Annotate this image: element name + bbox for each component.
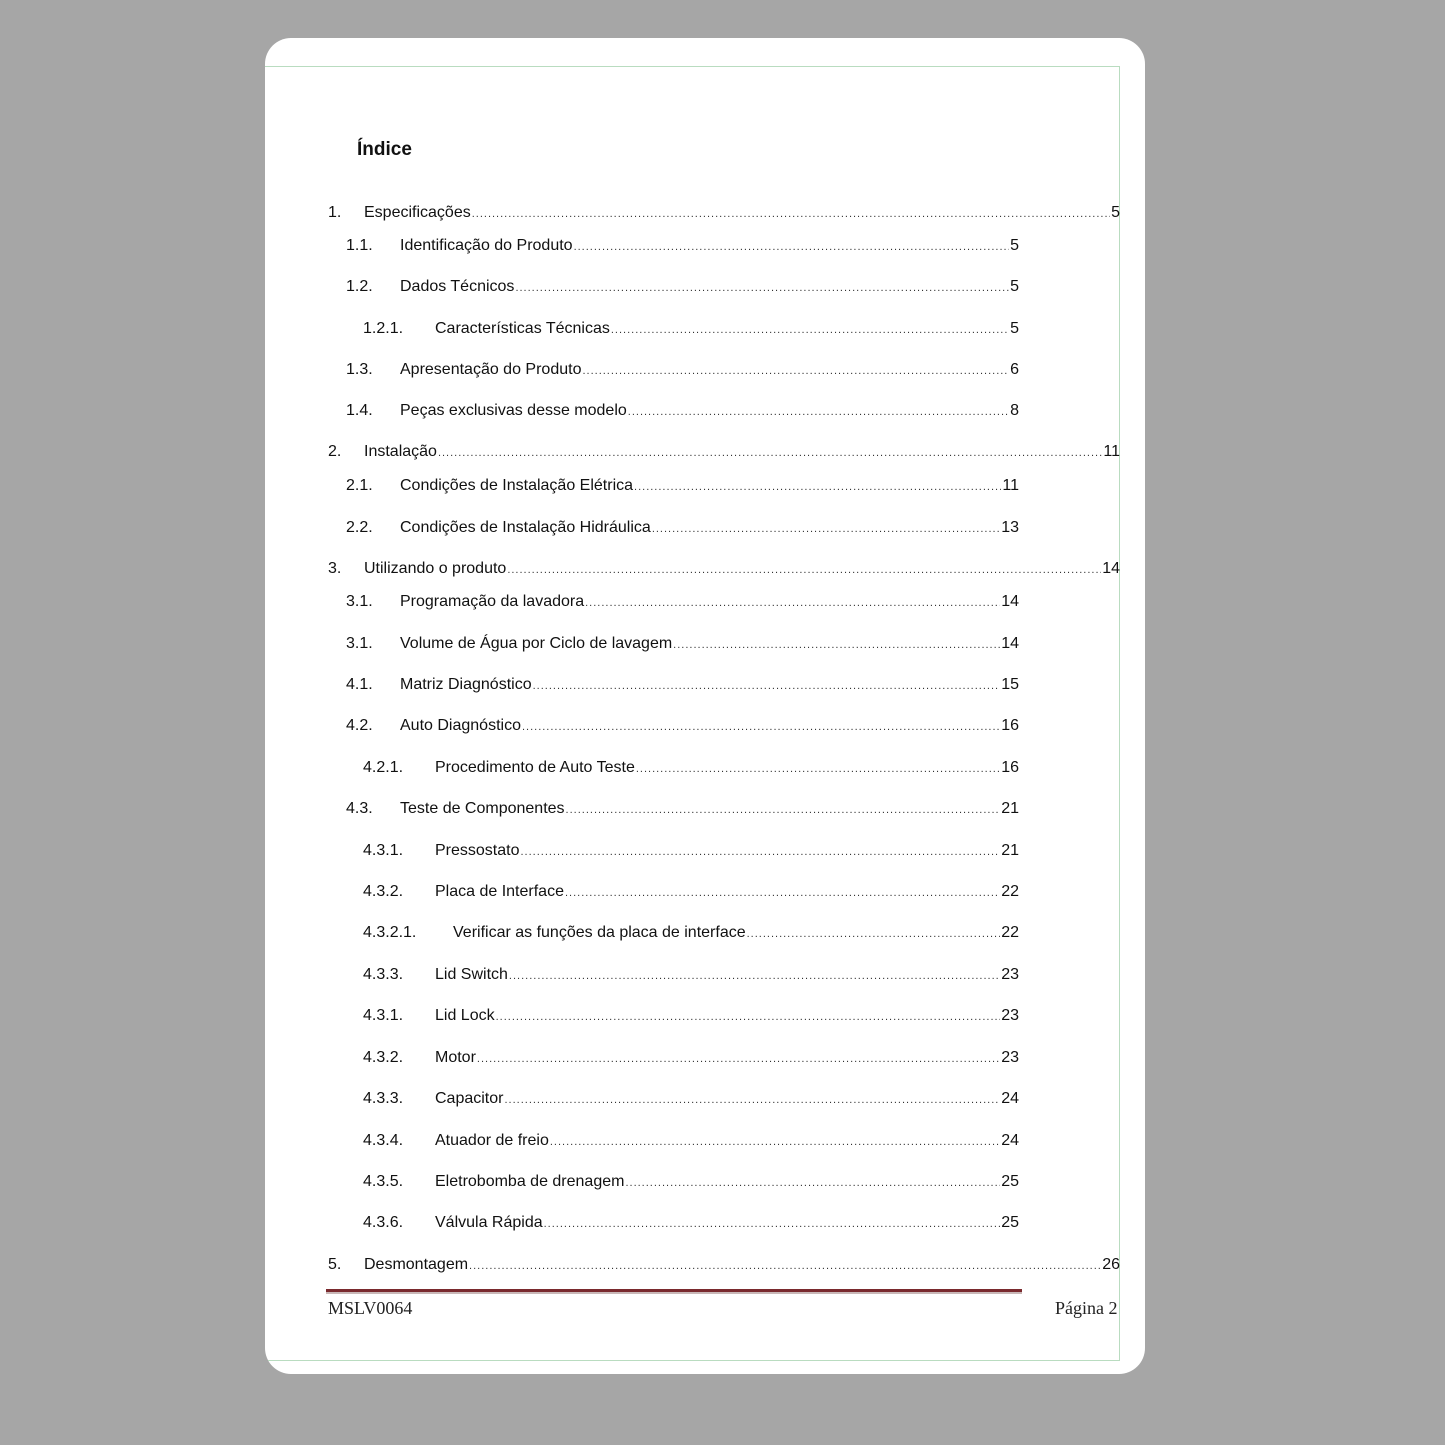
toc-entry[interactable]	[363, 1047, 1019, 1069]
toc-entry-page: 15	[1001, 676, 1019, 693]
toc-entry-page: 24	[1001, 1132, 1019, 1149]
toc-leader-dots	[438, 442, 1102, 464]
page-number: Página 2	[1055, 1298, 1118, 1318]
toc-entry-number: 4.3.2.1.	[363, 924, 417, 941]
toc-entry-number: 4.3.4.	[363, 1132, 404, 1149]
toc-leader-dots	[652, 518, 1000, 540]
toc-entry-page: 22	[1001, 883, 1019, 900]
toc-entry[interactable]	[328, 558, 1120, 580]
toc-leader-dots	[574, 236, 1010, 258]
toc-entry[interactable]	[346, 517, 1019, 539]
toc-leader-dots	[628, 401, 1009, 423]
toc-entry-label: Placa de Interface	[435, 883, 564, 900]
toc-leader-dots	[496, 1006, 1001, 1028]
toc-leader-dots	[550, 1131, 1000, 1153]
toc-entry-label: Identificação do Produto	[400, 237, 573, 254]
toc-entry-number: 3.1.	[346, 593, 373, 610]
toc-entry[interactable]	[346, 715, 1019, 737]
toc-entry[interactable]	[363, 964, 1019, 986]
toc-entry-page: 11	[1103, 443, 1120, 460]
toc-entry-label: Programação da lavadora	[400, 593, 585, 610]
toc-leader-dots	[566, 799, 1001, 821]
toc-entry-number: 4.3.3.	[363, 966, 404, 983]
toc-entry-number: 3.1.	[346, 635, 373, 652]
toc-entry[interactable]	[346, 400, 1019, 422]
toc-leader-dots	[565, 882, 1000, 904]
toc-entry-number: 4.3.6.	[363, 1214, 404, 1231]
toc-entry[interactable]	[363, 1005, 1019, 1027]
toc-entry-page: 8	[1010, 402, 1019, 419]
footer-divider	[326, 1289, 1022, 1294]
toc-entry-label: Matriz Diagnóstico	[400, 676, 532, 693]
toc-entry-page: 14	[1102, 560, 1120, 577]
toc-entry-page: 13	[1001, 519, 1019, 536]
toc-entry-page: 24	[1001, 1090, 1019, 1107]
toc-leader-dots	[585, 592, 1000, 614]
toc-entry-label: Capacitor	[435, 1090, 504, 1107]
toc-entry-number: 4.3.1.	[363, 1007, 404, 1024]
toc-entry[interactable]	[346, 798, 1019, 820]
toc-leader-dots	[520, 841, 1000, 863]
toc-entry-page: 21	[1001, 842, 1019, 859]
toc-entry-page: 25	[1001, 1214, 1019, 1231]
toc-entry-number: 1.	[328, 204, 342, 221]
toc-entry-page: 16	[1001, 717, 1019, 734]
toc-leader-dots	[544, 1213, 1001, 1235]
toc-entry[interactable]	[346, 359, 1019, 381]
toc-leader-dots	[515, 277, 1009, 299]
toc-entry-page: 21	[1001, 800, 1019, 817]
toc-entry-number: 1.4.	[346, 402, 373, 419]
toc-entry-number: 4.2.	[346, 717, 373, 734]
toc-entry[interactable]	[346, 276, 1019, 298]
toc-entry-number: 3.	[328, 560, 342, 577]
toc-entry-label: Procedimento de Auto Teste	[435, 759, 635, 776]
toc-entry-number: 4.2.1.	[363, 759, 404, 776]
toc-entry-number: 2.2.	[346, 519, 373, 536]
toc-entry[interactable]	[363, 757, 1019, 779]
toc-entry-page: 5	[1010, 278, 1019, 295]
toc-entry-label: Condições de Instalação Elétrica	[400, 477, 634, 494]
toc-entry-page: 22	[1001, 924, 1019, 941]
toc-entry-page: 25	[1001, 1173, 1019, 1190]
toc-leader-dots	[507, 559, 1101, 581]
toc-entry[interactable]	[328, 441, 1120, 463]
toc-entry-page: 23	[1001, 1007, 1019, 1024]
toc-leader-dots	[625, 1172, 1000, 1194]
toc-entry-label: Volume de Água por Ciclo de lavagem	[400, 635, 673, 652]
toc-title: Índice	[357, 139, 412, 160]
toc-entry-number: 5.	[328, 1256, 342, 1273]
toc-entry-label: Características Técnicas	[435, 320, 610, 337]
toc-entry-number: 4.1.	[346, 676, 373, 693]
toc-leader-dots	[522, 716, 1000, 738]
toc-entry-number: 4.3.2.	[363, 1049, 404, 1066]
toc-entry-label: Peças exclusivas desse modelo	[400, 402, 627, 419]
toc-entry-label: Teste de Componentes	[400, 800, 565, 817]
toc-entry[interactable]	[346, 674, 1019, 696]
toc-entry-label: Apresentação do Produto	[400, 361, 582, 378]
toc-leader-dots	[504, 1089, 1000, 1111]
toc-entry-label: Válvula Rápida	[435, 1214, 543, 1231]
toc-entry-label: Lid Lock	[435, 1007, 495, 1024]
document-page	[265, 38, 1145, 1374]
toc-leader-dots	[472, 203, 1110, 225]
toc-entry-page: 26	[1102, 1256, 1120, 1273]
page-border	[265, 66, 1120, 1361]
toc-entry-label: Dados Técnicos	[400, 278, 515, 295]
toc-entry[interactable]	[363, 881, 1019, 903]
toc-entry-number: 1.3.	[346, 361, 373, 378]
toc-entry[interactable]	[363, 1212, 1019, 1234]
toc-entry-label: Verificar as funções da placa de interface	[453, 924, 746, 941]
toc-entry-label: Pressostato	[435, 842, 520, 859]
toc-leader-dots	[533, 675, 1001, 697]
toc-entry-label: Atuador de freio	[435, 1132, 549, 1149]
toc-entry-label: Eletrobomba de drenagem	[435, 1173, 625, 1190]
toc-entry[interactable]	[346, 235, 1019, 257]
toc-entry-number: 4.3.2.	[363, 883, 404, 900]
toc-entry-page: 14	[1001, 593, 1019, 610]
toc-entry-page: 5	[1010, 320, 1019, 337]
toc-entry-page: 16	[1001, 759, 1019, 776]
toc-entry-number: 4.3.5.	[363, 1173, 404, 1190]
toc-entry-page: 14	[1001, 635, 1019, 652]
toc-entry-label: Condições de Instalação Hidráulica	[400, 519, 651, 536]
toc-entry[interactable]	[346, 475, 1019, 497]
toc-leader-dots	[582, 360, 1009, 382]
toc-entry-page: 5	[1111, 204, 1120, 221]
toc-entry-label: Especificações	[364, 204, 471, 221]
toc-entry-number: 1.1.	[346, 237, 373, 254]
document-code: MSLV0064	[328, 1298, 413, 1318]
toc-entry-number: 2.	[328, 443, 342, 460]
toc-leader-dots	[673, 634, 1000, 656]
toc-entry-number: 4.3.3.	[363, 1090, 404, 1107]
toc-entry-label: Motor	[435, 1049, 476, 1066]
toc-entry-page: 11	[1002, 477, 1019, 494]
toc-entry-label: Desmontagem	[364, 1256, 469, 1273]
toc-leader-dots	[634, 476, 1001, 498]
toc-leader-dots	[747, 923, 1001, 945]
toc-entry[interactable]	[328, 1254, 1120, 1276]
toc-entry-number: 4.3.1.	[363, 842, 404, 859]
toc-entry-page: 23	[1001, 966, 1019, 983]
toc-entry[interactable]	[328, 202, 1120, 224]
toc-entry-number: 4.3.	[346, 800, 373, 817]
toc-leader-dots	[477, 1048, 1000, 1070]
toc-entry[interactable]	[363, 840, 1019, 862]
toc-entry-number: 2.1.	[346, 477, 373, 494]
toc-entry[interactable]	[346, 633, 1019, 655]
toc-entry[interactable]	[363, 922, 1019, 944]
toc-entry-page: 6	[1010, 361, 1019, 378]
toc-leader-dots	[469, 1255, 1101, 1277]
toc-entry[interactable]	[346, 591, 1019, 613]
toc-entry-label: Utilizando o produto	[364, 560, 507, 577]
toc-entry-number: 1.2.1.	[363, 320, 404, 337]
toc-entry-label: Lid Switch	[435, 966, 508, 983]
toc-entry[interactable]	[363, 1088, 1019, 1110]
toc-entry[interactable]	[363, 318, 1019, 340]
toc-leader-dots	[611, 319, 1009, 341]
toc-leader-dots	[636, 758, 1000, 780]
toc-entry-label: Auto Diagnóstico	[400, 717, 521, 734]
toc-entry[interactable]	[363, 1130, 1019, 1152]
toc-entry-page: 23	[1001, 1049, 1019, 1066]
toc-entry-page: 5	[1010, 237, 1019, 254]
toc-leader-dots	[509, 965, 1000, 987]
toc-entry-number: 1.2.	[346, 278, 373, 295]
toc-entry-label: Instalação	[364, 443, 437, 460]
toc-entry[interactable]	[363, 1171, 1019, 1193]
